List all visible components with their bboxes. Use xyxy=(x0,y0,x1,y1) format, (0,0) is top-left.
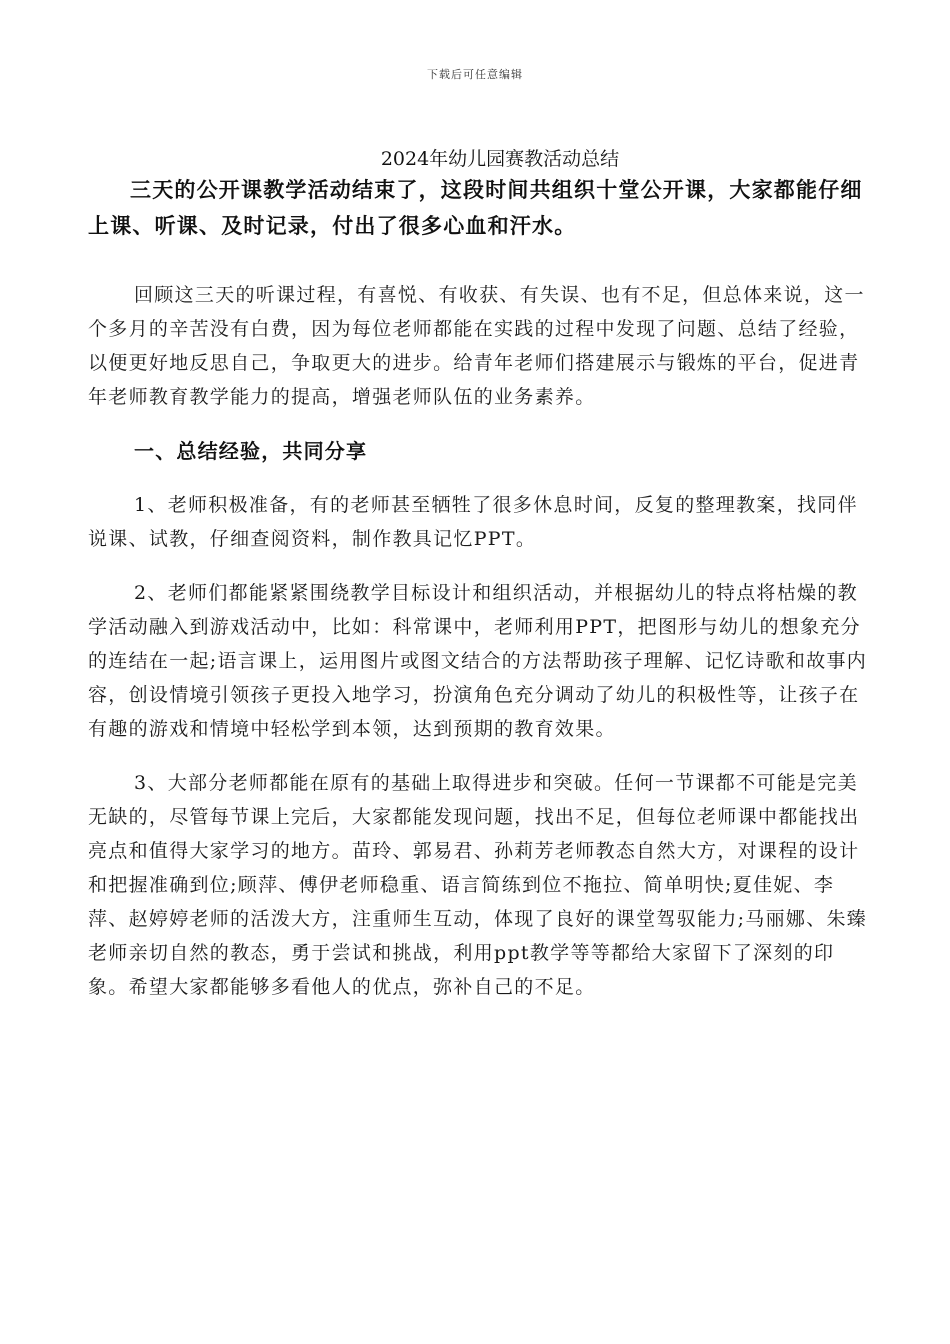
intro-paragraph: 三天的公开课教学活动结束了，这段时间共组织十堂公开课，大家都能仔细上课、听课、及时记录，付出了很多心血和汗水。 xyxy=(88,177,863,238)
document-body xyxy=(88,172,868,1024)
item-paragraph-3: 3、大部分老师都能在原有的基础上取得进步和突破。任何一节课都不可能是完美无缺的，尽管每节课上完后，大家都能发现问题，找出不足，但每位老师课中都能找出亮点和值得大家学习的地方。苗玲、郭易君、孙莉芳老师教态自然大方，对课程的设计和把握准确到位;顾萍、傅伊老师稳重、语言简练到位不拖拉、简单明快;夏佳妮、李萍、赵婷婷老师的活泼大方，注重师生互动，体现了良好的课堂驾驭能力;马丽娜、朱臻老师亲切自然的教态，勇于尝试和挑战，利用ppt教学等等都给大家留下了深刻的印象。希望大家都能够多看他人的优点，弥补自己的不足。 xyxy=(88,772,868,998)
review-paragraph: 回顾这三天的听课过程，有喜悦、有收获、有失误、也有不足，但总体来说，这一个多月的辛苦没有白费，因为每位老师都能在实践的过程中发现了问题、总结了经验，以便更好地反思自己，争取更大的进步。给青年老师们搭建展示与锻炼的平台，促进青年老师教育教学能力的提高，增强老师队伍的业务素养。 xyxy=(88,284,865,408)
item-paragraph-2: 2、老师们都能紧紧围绕教学目标设计和组织活动，并根据幼儿的特点将枯燥的教学活动融入到游戏活动中，比如：科常课中，老师利用PPT，把图形与幼儿的想象充分的连结在一起;语言课上，运用图片或图文结合的方法帮助孩子理解、记忆诗歌和故事内容，创设情境引领孩子更投入地学习，扮演角色充分调动了幼儿的积极性等，让孩子在有趣的游戏和情境中轻松学到本领，达到预期的教育效果。 xyxy=(88,582,868,740)
header-note: 下载后可任意编辑 xyxy=(427,68,523,81)
section-heading-1: 一、总结经验，共同分享 xyxy=(134,439,368,463)
item-paragraph-1: 1、老师积极准备，有的老师甚至牺牲了很多休息时间，反复的整理教案，找同伴说课、试教，仔细查阅资料，制作教具记忆PPT。 xyxy=(88,494,858,550)
document-title: 2024年幼儿园赛教活动总结 xyxy=(380,148,620,170)
